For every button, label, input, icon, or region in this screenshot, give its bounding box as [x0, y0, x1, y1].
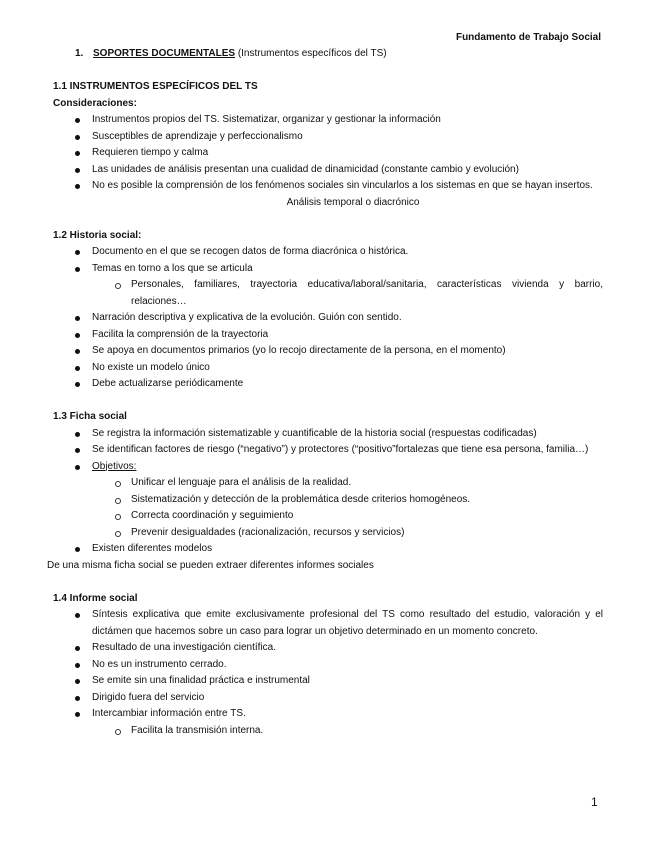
list-item: Narración descriptiva y explicativa de la evolución. Guión con sentido.	[53, 310, 603, 327]
sub-list-item: Facilita la transmisión interna.	[53, 723, 603, 740]
centered-note: Análisis temporal o diacrónico	[286, 196, 420, 208]
ficha-note: De una misma ficha social se pueden extraer diferentes informes sociales	[47, 559, 374, 571]
list-item: Se identifican factores de riesgo (“negativo”) y protectores (“positivo”fortalezas que tiene esa persona, familia…)	[53, 442, 603, 459]
sub-list-item: Prevenir desigualdades (racionalización, recursos y servicios)	[53, 525, 603, 542]
list-item: Instrumentos propios del TS. Sistematizar, organizar y gestionar la información	[53, 112, 603, 129]
list-item: Documento en el que se recogen datos de forma diacrónica o histórica.	[53, 244, 603, 261]
sub-list-item: Sistematización y detección de la problemática desde criterios homogéneos.	[53, 492, 603, 509]
section-number: 1.	[75, 48, 84, 59]
sub-list	[53, 277, 603, 310]
informe-list	[53, 607, 603, 739]
section-title	[53, 46, 603, 63]
objectives-list	[53, 475, 603, 541]
list-item-text: Temas en torno a los que se articula	[92, 262, 253, 274]
heading-1-3: 1.3 Ficha social	[53, 411, 127, 422]
section-subtitle: (Instrumentos específicos del TS)	[235, 48, 387, 59]
list-item: Síntesis explicativa que emite exclusivamente profesional del TS como resultado del estudio, valoración y el dictámen que hacemos sobre un caso para lograr un objetivo determinado en un momento concreto.	[53, 607, 603, 640]
heading-1-2: 1.2 Historia social:	[53, 229, 142, 241]
list-item: No es un instrumento cerrado.	[53, 657, 603, 674]
page-number: 1	[591, 795, 598, 809]
section-main-title: SOPORTES DOCUMENTALES	[93, 48, 236, 59]
objectives-label: Objetivos:	[92, 460, 137, 472]
list-item: Se apoya en documentos primarios (yo lo recojo directamente de la persona, en el momento)	[53, 343, 603, 360]
list-item: Debe actualizarse periódicamente	[53, 376, 603, 393]
list-item: Se registra la información sistematizable y cuantificable de la historia social (respuestas codificadas)	[53, 426, 603, 443]
list-item: Requieren tiempo y calma	[53, 145, 603, 162]
sub-list-item: Personales, familiares, trayectoria educativa/laboral/sanitaria, características vivienda y barrio, relaciones…	[53, 277, 603, 310]
historia-list	[53, 244, 603, 393]
heading-1-1: 1.1 INSTRUMENTOS ESPECÍFICOS DEL TS	[53, 81, 258, 92]
document-body	[47, 46, 603, 739]
list-item: Se emite sin una finalidad práctica e instrumental	[53, 673, 603, 690]
heading-1-4: 1.4 Informe social	[53, 592, 138, 604]
sub-list	[53, 723, 603, 740]
considerations-list	[53, 112, 603, 195]
list-item	[53, 459, 603, 542]
list-item: Susceptibles de aprendizaje y perfeccionalismo	[53, 129, 603, 146]
list-item: No existe un modelo único	[53, 360, 603, 377]
list-item: Facilita la comprensión de la trayectoria	[53, 327, 603, 344]
list-item	[53, 706, 603, 739]
sub-list-item: Unificar el lenguaje para el análisis de la realidad.	[53, 475, 603, 492]
considerations-label: Consideraciones:	[53, 97, 137, 109]
list-item	[53, 261, 603, 311]
list-item: Existen diferentes modelos	[53, 541, 603, 558]
list-item: No es posible la comprensión de los fenómenos sociales sin vincularlos a los sistemas en que se hayan insertos.	[53, 178, 603, 195]
ficha-list	[53, 426, 603, 558]
list-item: Dirigido fuera del servicio	[53, 690, 603, 707]
page-header: Fundamento de Trabajo Social	[455, 32, 601, 43]
list-item: Resultado de una investigación científica.	[53, 640, 603, 657]
list-item: Las unidades de análisis presentan una cualidad de dinamicidad (constante cambio y evolución)	[53, 162, 603, 179]
list-item-text: Intercambiar información entre TS.	[92, 708, 246, 719]
sub-list-item: Correcta coordinación y seguimiento	[53, 508, 603, 525]
